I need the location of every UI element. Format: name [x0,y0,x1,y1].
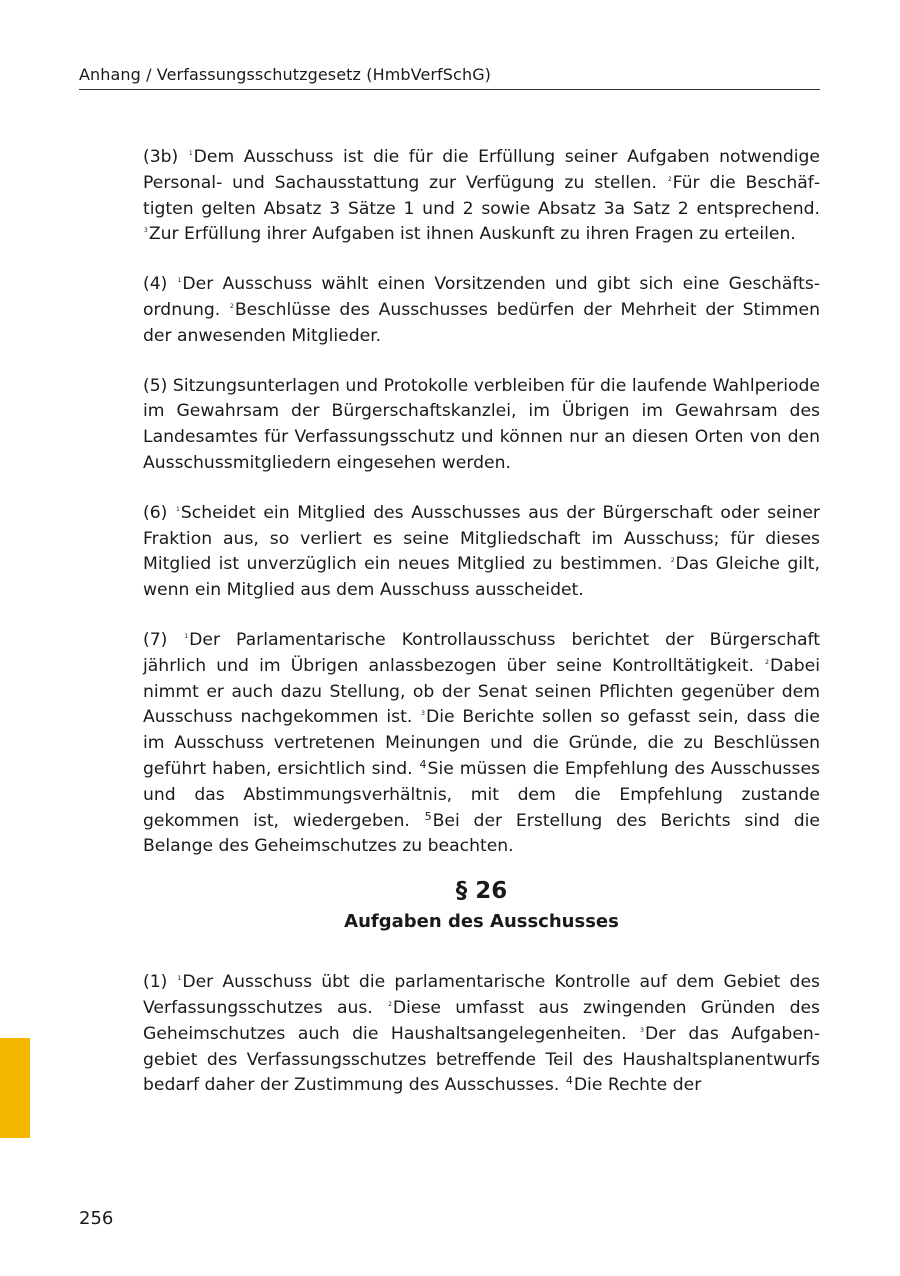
sentence-number: 5 [424,809,432,823]
sentence-text: Sie müssen die Empfehlung des Ausschusses und das Abstimmungsverhältnis, mit dem die Empfehlung zustande gekommen ist, wiedergeben. [143,758,820,831]
paragraph-text: Sitzungsunterlagen und Protokolle verbleiben für die laufende Wahlperiode im Gewahrsam der Bürgerschaftskanzlei, im Übrigen im Gewahrsam des Landesamtes für Verfassungsschutz und können nur an diesen Orten von den Ausschussmitgliedern eingesehen werden. [143,375,820,473]
paragraph-label: (7) [143,629,168,650]
sentence-number: 2 [388,1000,392,1008]
sentence-text: Scheidet ein Mitglied des Ausschusses aus der Bürgerschaft oder seiner Fraktion aus, so verliert es seine Mitgliedschaft im Ausschuss; für dieses Mitglied ist unverzüglich ein neues Mitglied zu bestimmen. [143,502,820,575]
sentence-number: 1 [177,277,182,285]
paragraph-5 [143,374,820,477]
sentence-number: 1 [188,150,193,157]
sentence-text: Zur Erfüllung ihrer Aufgaben ist ihnen Auskunft zu ihren Fragen zu erteilen. [148,224,796,245]
sentence-text: Beschlüsse des Ausschusses bedürfen der Mehrheit der Stimmen der anwesenden Mitglieder. [143,299,820,346]
sentence-text: Der Ausschuss wählt einen Vorsitzenden und gibt sich eine Geschäftsordnung. [143,274,821,320]
page-number: 256 [79,1208,114,1229]
paragraph-4 [143,272,820,349]
sentence-text: Der Parlamentarische Kontrollausschuss berichtet der Bürgerschaft jährlich und im Übrigen anlassbezogen über seine Kontrolltätigkeit. [143,629,820,676]
sentence-text: Der das Aufgabengebiet des Verfassungsschutzes betreffende Teil des Haushaltsplanentwurfs bedarf daher der Zustimmung des Ausschusses. [143,1023,821,1096]
sentence-number: 2 [667,175,672,183]
sentence-number: 4 [419,757,427,771]
paragraph-6 [143,501,820,604]
sentence-number: 3 [640,1026,644,1034]
sentence-number: 1 [184,632,189,640]
sentence-number: 2 [670,557,675,565]
running-header: Anhang / Verfassungsschutzgesetz (HmbVerfSchG) [79,64,820,90]
sentence-number: 1 [177,975,182,983]
sentence-text: Das Gleiche gilt, wenn ein Mitglied aus dem Ausschuss ausscheidet. [143,554,821,601]
paragraph-label: (5) [143,375,168,396]
section-heading [143,874,820,936]
paragraph-label: (3b) [143,147,179,167]
sentence-text: Dem Ausschuss ist die für die Erfüllung seiner Aufgaben notwendige Personal- und Sachausstattung zur Verfügung zu stellen. [143,147,821,193]
sentence-number: 2 [765,658,769,666]
paragraph-3b [143,145,820,248]
sentence-text: Dabei nimmt er auch dazu Stellung, ob der Senat seinen Pflichten gegenüber dem Ausschuss nachgekommen ist. [143,655,821,728]
section-number: § 26 [455,878,508,905]
sentence-number: 2 [230,302,234,310]
sentence-text: Diese umfasst aus zwingenden Gründen des Geheimschutzes auch die Haushaltsangelegenheiten. [143,997,821,1044]
sentence-number: 4 [565,1074,573,1088]
sentence-text: Die Rechte der [573,1075,702,1096]
section-paragraph-1 [143,970,820,1099]
sentence-number: 3 [144,227,148,235]
paragraph-label: (1) [143,972,168,993]
chapter-thumb-tab [0,1038,30,1138]
sentence-number: 1 [176,505,180,513]
sentence-text: Der Ausschuss übt die parlamentarische Kontrolle auf dem Gebiet des Verfassungsschutzes aus. [143,972,820,1018]
paragraph-7 [143,628,820,860]
sentence-text: Die Berichte sollen so gefasst sein, dass die im Ausschuss vertretenen Meinungen und die Gründe, die zu Beschlüssen geführt haben, ersichtlich sind. [143,707,820,779]
paragraph-label: (4) [143,274,168,295]
page-body [143,145,820,1123]
section-title: Aufgaben des Ausschusses [344,911,619,933]
sentence-text: Für die Beschäftigten gelten Absatz 3 Sätze 1 und 2 sowie Absatz 3a Satz 2 entsprechend. [143,172,821,219]
sentence-number: 3 [421,710,425,718]
paragraph-label: (6) [143,502,168,523]
sentence-text: Bei der Erstellung des Berichts sind die Belange des Geheimschutzes zu beachten. [143,810,820,857]
